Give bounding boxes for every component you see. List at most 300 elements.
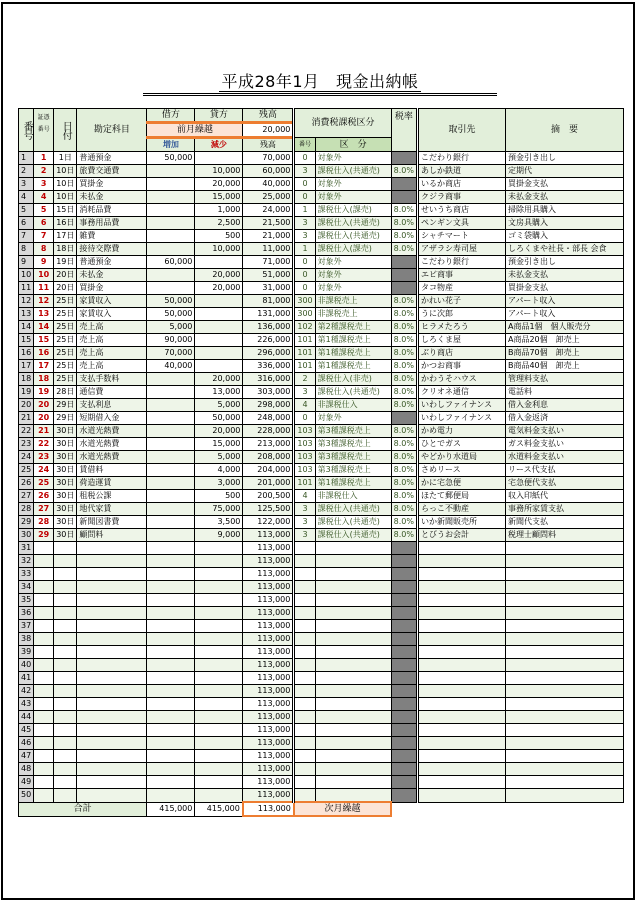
credit-cell[interactable] xyxy=(195,295,243,308)
slip-number[interactable]: 29 xyxy=(34,529,54,542)
account-cell[interactable]: 荷造運賃 xyxy=(77,477,147,490)
balance-cell[interactable]: 11,000 xyxy=(243,243,294,256)
tax-class-cell[interactable] xyxy=(315,659,391,672)
slip-number[interactable] xyxy=(34,568,54,581)
tax-class-cell[interactable] xyxy=(315,633,391,646)
memo-cell[interactable]: 新聞代支払 xyxy=(505,516,623,529)
slip-number[interactable] xyxy=(34,581,54,594)
debit-cell[interactable] xyxy=(147,230,195,243)
row-number[interactable]: 32 xyxy=(19,555,34,568)
tax-class-cell[interactable] xyxy=(315,737,391,750)
date-cell[interactable] xyxy=(54,659,77,672)
table-row[interactable] xyxy=(19,659,624,672)
table-row[interactable] xyxy=(19,217,624,230)
debit-cell[interactable] xyxy=(147,594,195,607)
account-cell[interactable] xyxy=(77,750,147,763)
partner-cell[interactable]: らっこ不動産 xyxy=(417,503,505,516)
slip-number[interactable] xyxy=(34,789,54,803)
rate-cell[interactable] xyxy=(391,178,417,191)
table-row[interactable] xyxy=(19,425,624,438)
table-row[interactable] xyxy=(19,620,624,633)
tax-class-cell[interactable]: 対象外 xyxy=(315,178,391,191)
rate-cell[interactable] xyxy=(391,542,417,555)
memo-cell[interactable]: 預金引き出し xyxy=(505,256,623,269)
tax-class-cell[interactable]: 課税仕入(共通売) xyxy=(315,165,391,178)
row-number[interactable]: 10 xyxy=(19,269,34,282)
date-cell[interactable] xyxy=(54,542,77,555)
credit-cell[interactable] xyxy=(195,360,243,373)
debit-cell[interactable]: 90,000 xyxy=(147,334,195,347)
rate-cell[interactable] xyxy=(391,633,417,646)
table-row[interactable] xyxy=(19,477,624,490)
tax-no-cell[interactable]: 0 xyxy=(294,282,315,295)
row-number[interactable]: 16 xyxy=(19,347,34,360)
partner-cell[interactable] xyxy=(417,724,505,737)
balance-cell[interactable]: 113,000 xyxy=(243,594,294,607)
debit-cell[interactable] xyxy=(147,724,195,737)
slip-number[interactable] xyxy=(34,737,54,750)
rate-cell[interactable] xyxy=(391,256,417,269)
memo-cell[interactable] xyxy=(505,737,623,750)
memo-cell[interactable]: 預金引き出し xyxy=(505,152,623,165)
debit-cell[interactable] xyxy=(147,165,195,178)
debit-cell[interactable] xyxy=(147,711,195,724)
balance-cell[interactable]: 298,000 xyxy=(243,399,294,412)
row-number[interactable]: 13 xyxy=(19,308,34,321)
tax-class-cell[interactable]: 課税仕入(共通売) xyxy=(315,529,391,542)
tax-no-cell[interactable]: 0 xyxy=(294,412,315,425)
slip-number[interactable]: 17 xyxy=(34,360,54,373)
rate-cell[interactable]: 8.0% xyxy=(391,347,417,360)
partner-cell[interactable]: いわしファイナンス xyxy=(417,412,505,425)
debit-cell[interactable] xyxy=(147,464,195,477)
table-row[interactable] xyxy=(19,568,624,581)
memo-cell[interactable] xyxy=(505,685,623,698)
account-cell[interactable]: 支払利息 xyxy=(77,399,147,412)
tax-no-cell[interactable] xyxy=(294,776,315,789)
memo-cell[interactable] xyxy=(505,698,623,711)
account-cell[interactable]: 買掛金 xyxy=(77,178,147,191)
date-cell[interactable]: 20日 xyxy=(54,269,77,282)
debit-cell[interactable] xyxy=(147,373,195,386)
balance-cell[interactable]: 113,000 xyxy=(243,646,294,659)
debit-cell[interactable] xyxy=(147,685,195,698)
tax-class-cell[interactable]: 非課税仕入 xyxy=(315,490,391,503)
account-cell[interactable]: 租税公課 xyxy=(77,490,147,503)
tax-class-cell[interactable]: 課税仕入(共通売) xyxy=(315,217,391,230)
tax-no-cell[interactable]: 3 xyxy=(294,165,315,178)
date-cell[interactable] xyxy=(54,724,77,737)
debit-cell[interactable]: 60,000 xyxy=(147,256,195,269)
account-cell[interactable]: 水道光熱費 xyxy=(77,451,147,464)
memo-cell[interactable]: 宅急便代支払 xyxy=(505,477,623,490)
tax-class-cell[interactable]: 非課税仕入 xyxy=(315,399,391,412)
balance-cell[interactable]: 113,000 xyxy=(243,750,294,763)
tax-class-cell[interactable]: 対象外 xyxy=(315,256,391,269)
row-number[interactable]: 12 xyxy=(19,295,34,308)
tax-no-cell[interactable]: 2 xyxy=(294,373,315,386)
balance-cell[interactable]: 21,000 xyxy=(243,230,294,243)
tax-class-cell[interactable]: 課税仕入(共通売) xyxy=(315,386,391,399)
debit-cell[interactable] xyxy=(147,620,195,633)
partner-cell[interactable]: かに宅急便 xyxy=(417,477,505,490)
slip-number[interactable] xyxy=(34,555,54,568)
debit-cell[interactable] xyxy=(147,633,195,646)
credit-cell[interactable] xyxy=(195,321,243,334)
debit-cell[interactable] xyxy=(147,763,195,776)
slip-number[interactable]: 7 xyxy=(34,230,54,243)
table-row[interactable] xyxy=(19,438,624,451)
balance-cell[interactable]: 136,000 xyxy=(243,321,294,334)
slip-number[interactable]: 20 xyxy=(34,412,54,425)
credit-cell[interactable] xyxy=(195,646,243,659)
slip-number[interactable] xyxy=(34,724,54,737)
tax-class-cell[interactable] xyxy=(315,620,391,633)
row-number[interactable]: 4 xyxy=(19,191,34,204)
row-number[interactable]: 45 xyxy=(19,724,34,737)
credit-cell[interactable] xyxy=(195,555,243,568)
tax-class-cell[interactable] xyxy=(315,763,391,776)
credit-cell[interactable] xyxy=(195,347,243,360)
table-row[interactable] xyxy=(19,542,624,555)
date-cell[interactable] xyxy=(54,776,77,789)
slip-number[interactable]: 25 xyxy=(34,477,54,490)
rate-cell[interactable]: 8.0% xyxy=(391,529,417,542)
table-row[interactable] xyxy=(19,360,624,373)
debit-cell[interactable] xyxy=(147,412,195,425)
account-cell[interactable]: 売上高 xyxy=(77,334,147,347)
slip-number[interactable]: 24 xyxy=(34,464,54,477)
tax-class-cell[interactable]: 課税仕入(共通売) xyxy=(315,503,391,516)
tax-no-cell[interactable] xyxy=(294,789,315,803)
memo-cell[interactable] xyxy=(505,581,623,594)
table-row[interactable] xyxy=(19,347,624,360)
memo-cell[interactable] xyxy=(505,568,623,581)
credit-cell[interactable]: 20,000 xyxy=(195,425,243,438)
date-cell[interactable] xyxy=(54,672,77,685)
slip-number[interactable]: 3 xyxy=(34,178,54,191)
memo-cell[interactable] xyxy=(505,620,623,633)
slip-number[interactable]: 23 xyxy=(34,451,54,464)
tax-no-cell[interactable] xyxy=(294,646,315,659)
date-cell[interactable]: 25日 xyxy=(54,360,77,373)
rate-cell[interactable] xyxy=(391,789,417,803)
partner-cell[interactable] xyxy=(417,672,505,685)
credit-cell[interactable] xyxy=(195,542,243,555)
partner-cell[interactable]: いか新聞販売所 xyxy=(417,516,505,529)
balance-cell[interactable]: 296,000 xyxy=(243,347,294,360)
table-row[interactable] xyxy=(19,165,624,178)
tax-no-cell[interactable] xyxy=(294,711,315,724)
partner-cell[interactable] xyxy=(417,750,505,763)
tax-no-cell[interactable] xyxy=(294,581,315,594)
partner-cell[interactable]: ぶり商店 xyxy=(417,347,505,360)
debit-cell[interactable] xyxy=(147,490,195,503)
rate-cell[interactable] xyxy=(391,568,417,581)
table-row[interactable] xyxy=(19,750,624,763)
rate-cell[interactable] xyxy=(391,191,417,204)
table-row[interactable] xyxy=(19,334,624,347)
tax-class-cell[interactable]: 非課税売上 xyxy=(315,295,391,308)
row-number[interactable]: 38 xyxy=(19,633,34,646)
tax-no-cell[interactable]: 0 xyxy=(294,152,315,165)
account-cell[interactable]: 売上高 xyxy=(77,347,147,360)
balance-cell[interactable]: 125,500 xyxy=(243,503,294,516)
partner-cell[interactable] xyxy=(417,568,505,581)
debit-cell[interactable] xyxy=(147,555,195,568)
memo-cell[interactable]: 税理士顧問料 xyxy=(505,529,623,542)
credit-cell[interactable] xyxy=(195,568,243,581)
balance-cell[interactable]: 113,000 xyxy=(243,607,294,620)
credit-cell[interactable]: 5,000 xyxy=(195,399,243,412)
credit-cell[interactable]: 5,000 xyxy=(195,451,243,464)
rate-cell[interactable] xyxy=(391,724,417,737)
row-number[interactable]: 34 xyxy=(19,581,34,594)
partner-cell[interactable] xyxy=(417,737,505,750)
date-cell[interactable]: 30日 xyxy=(54,529,77,542)
date-cell[interactable]: 18日 xyxy=(54,243,77,256)
partner-cell[interactable]: こだわり銀行 xyxy=(417,256,505,269)
memo-cell[interactable]: 未払金支払 xyxy=(505,269,623,282)
table-row[interactable] xyxy=(19,516,624,529)
table-row[interactable] xyxy=(19,178,624,191)
row-number[interactable]: 7 xyxy=(19,230,34,243)
partner-cell[interactable]: とびうお会計 xyxy=(417,529,505,542)
partner-cell[interactable]: せいうち商店 xyxy=(417,204,505,217)
slip-number[interactable]: 13 xyxy=(34,308,54,321)
tax-no-cell[interactable] xyxy=(294,763,315,776)
balance-cell[interactable]: 113,000 xyxy=(243,620,294,633)
rate-cell[interactable] xyxy=(391,672,417,685)
partner-cell[interactable]: エビ商事 xyxy=(417,269,505,282)
memo-cell[interactable]: 電話料 xyxy=(505,386,623,399)
balance-cell[interactable]: 213,000 xyxy=(243,438,294,451)
debit-cell[interactable] xyxy=(147,178,195,191)
slip-number[interactable]: 15 xyxy=(34,334,54,347)
balance-cell[interactable]: 113,000 xyxy=(243,659,294,672)
credit-cell[interactable]: 20,000 xyxy=(195,269,243,282)
credit-cell[interactable] xyxy=(195,776,243,789)
tax-class-cell[interactable]: 課税仕入(共通売) xyxy=(315,516,391,529)
memo-cell[interactable]: 事務所家賃支払 xyxy=(505,503,623,516)
balance-cell[interactable]: 303,000 xyxy=(243,386,294,399)
tax-class-cell[interactable]: 第3種課税売上 xyxy=(315,438,391,451)
row-number[interactable]: 24 xyxy=(19,451,34,464)
table-row[interactable] xyxy=(19,789,624,803)
debit-cell[interactable]: 5,000 xyxy=(147,321,195,334)
table-row[interactable] xyxy=(19,685,624,698)
table-row[interactable] xyxy=(19,633,624,646)
row-number[interactable]: 17 xyxy=(19,360,34,373)
tax-class-cell[interactable] xyxy=(315,750,391,763)
tax-class-cell[interactable] xyxy=(315,685,391,698)
credit-cell[interactable]: 20,000 xyxy=(195,373,243,386)
table-row[interactable] xyxy=(19,191,624,204)
tax-no-cell[interactable] xyxy=(294,737,315,750)
debit-cell[interactable] xyxy=(147,438,195,451)
memo-cell[interactable]: アパート収入 xyxy=(505,308,623,321)
row-number[interactable]: 30 xyxy=(19,529,34,542)
partner-cell[interactable]: こだわり銀行 xyxy=(417,152,505,165)
account-cell[interactable] xyxy=(77,633,147,646)
row-number[interactable]: 29 xyxy=(19,516,34,529)
account-cell[interactable]: 顧問料 xyxy=(77,529,147,542)
credit-cell[interactable]: 500 xyxy=(195,230,243,243)
credit-cell[interactable]: 20,000 xyxy=(195,282,243,295)
tax-no-cell[interactable]: 0 xyxy=(294,269,315,282)
account-cell[interactable] xyxy=(77,620,147,633)
balance-cell[interactable]: 81,000 xyxy=(243,295,294,308)
tax-class-cell[interactable]: 非課税売上 xyxy=(315,308,391,321)
credit-cell[interactable]: 2,500 xyxy=(195,217,243,230)
account-cell[interactable]: 新聞図書費 xyxy=(77,516,147,529)
table-row[interactable] xyxy=(19,399,624,412)
rate-cell[interactable] xyxy=(391,776,417,789)
rate-cell[interactable]: 8.0% xyxy=(391,503,417,516)
tax-no-cell[interactable] xyxy=(294,724,315,737)
tax-class-cell[interactable] xyxy=(315,568,391,581)
account-cell[interactable]: 支払手数料 xyxy=(77,373,147,386)
date-cell[interactable]: 25日 xyxy=(54,308,77,321)
partner-cell[interactable] xyxy=(417,555,505,568)
balance-cell[interactable]: 113,000 xyxy=(243,568,294,581)
row-number[interactable]: 5 xyxy=(19,204,34,217)
row-number[interactable]: 27 xyxy=(19,490,34,503)
tax-class-cell[interactable]: 課税仕入(非売) xyxy=(315,373,391,386)
tax-class-cell[interactable]: 対象外 xyxy=(315,269,391,282)
tax-class-cell[interactable]: 対象外 xyxy=(315,191,391,204)
tax-no-cell[interactable]: 3 xyxy=(294,503,315,516)
memo-cell[interactable] xyxy=(505,724,623,737)
slip-number[interactable]: 27 xyxy=(34,503,54,516)
rate-cell[interactable]: 8.0% xyxy=(391,399,417,412)
date-cell[interactable] xyxy=(54,685,77,698)
tax-class-cell[interactable]: 対象外 xyxy=(315,282,391,295)
date-cell[interactable]: 19日 xyxy=(54,256,77,269)
debit-cell[interactable] xyxy=(147,672,195,685)
slip-number[interactable]: 18 xyxy=(34,373,54,386)
rate-cell[interactable]: 8.0% xyxy=(391,386,417,399)
rate-cell[interactable]: 8.0% xyxy=(391,373,417,386)
row-number[interactable]: 28 xyxy=(19,503,34,516)
partner-cell[interactable]: しろくま屋 xyxy=(417,334,505,347)
table-row[interactable] xyxy=(19,581,624,594)
partner-cell[interactable] xyxy=(417,594,505,607)
memo-cell[interactable]: アパート収入 xyxy=(505,295,623,308)
balance-cell[interactable]: 200,500 xyxy=(243,490,294,503)
tax-no-cell[interactable] xyxy=(294,607,315,620)
memo-cell[interactable]: B商品40個 卸売上 xyxy=(505,360,623,373)
date-cell[interactable]: 1日 xyxy=(54,152,77,165)
tax-class-cell[interactable] xyxy=(315,555,391,568)
rate-cell[interactable] xyxy=(391,685,417,698)
memo-cell[interactable]: 買掛金支払 xyxy=(505,178,623,191)
partner-cell[interactable]: シャチマート xyxy=(417,230,505,243)
tax-no-cell[interactable] xyxy=(294,659,315,672)
table-row[interactable] xyxy=(19,529,624,542)
slip-number[interactable]: 14 xyxy=(34,321,54,334)
account-cell[interactable] xyxy=(77,672,147,685)
rate-cell[interactable] xyxy=(391,620,417,633)
credit-cell[interactable] xyxy=(195,711,243,724)
credit-cell[interactable]: 13,000 xyxy=(195,386,243,399)
partner-cell[interactable] xyxy=(417,620,505,633)
row-number[interactable]: 14 xyxy=(19,321,34,334)
rate-cell[interactable] xyxy=(391,763,417,776)
debit-cell[interactable]: 50,000 xyxy=(147,152,195,165)
debit-cell[interactable] xyxy=(147,750,195,763)
account-cell[interactable] xyxy=(77,581,147,594)
rate-cell[interactable]: 8.0% xyxy=(391,230,417,243)
account-cell[interactable] xyxy=(77,724,147,737)
date-cell[interactable] xyxy=(54,763,77,776)
date-cell[interactable]: 15日 xyxy=(54,204,77,217)
slip-number[interactable]: 12 xyxy=(34,295,54,308)
partner-cell[interactable]: かわうそハウス xyxy=(417,373,505,386)
slip-number[interactable] xyxy=(34,594,54,607)
slip-number[interactable] xyxy=(34,776,54,789)
rate-cell[interactable] xyxy=(391,282,417,295)
date-cell[interactable] xyxy=(54,568,77,581)
slip-number[interactable] xyxy=(34,646,54,659)
tax-no-cell[interactable]: 4 xyxy=(294,399,315,412)
table-row[interactable] xyxy=(19,152,624,165)
balance-cell[interactable]: 24,000 xyxy=(243,204,294,217)
date-cell[interactable]: 30日 xyxy=(54,464,77,477)
tax-no-cell[interactable] xyxy=(294,633,315,646)
tax-no-cell[interactable]: 0 xyxy=(294,256,315,269)
tax-class-cell[interactable] xyxy=(315,789,391,803)
partner-cell[interactable] xyxy=(417,659,505,672)
partner-cell[interactable]: クジラ商事 xyxy=(417,191,505,204)
account-cell[interactable]: 家賃収入 xyxy=(77,295,147,308)
rate-cell[interactable] xyxy=(391,607,417,620)
rate-cell[interactable] xyxy=(391,269,417,282)
tax-no-cell[interactable]: 4 xyxy=(294,490,315,503)
partner-cell[interactable] xyxy=(417,789,505,803)
debit-cell[interactable] xyxy=(147,698,195,711)
tax-class-cell[interactable]: 第3種課税売上 xyxy=(315,464,391,477)
account-cell[interactable] xyxy=(77,737,147,750)
balance-cell[interactable]: 113,000 xyxy=(243,529,294,542)
account-cell[interactable]: 事務用品費 xyxy=(77,217,147,230)
tax-class-cell[interactable]: 対象外 xyxy=(315,152,391,165)
debit-cell[interactable] xyxy=(147,607,195,620)
rate-cell[interactable]: 8.0% xyxy=(391,464,417,477)
memo-cell[interactable]: 借入金返済 xyxy=(505,412,623,425)
account-cell[interactable] xyxy=(77,555,147,568)
row-number[interactable]: 26 xyxy=(19,477,34,490)
row-number[interactable]: 23 xyxy=(19,438,34,451)
rate-cell[interactable] xyxy=(391,412,417,425)
date-cell[interactable]: 30日 xyxy=(54,516,77,529)
account-cell[interactable] xyxy=(77,594,147,607)
memo-cell[interactable] xyxy=(505,763,623,776)
slip-number[interactable]: 22 xyxy=(34,438,54,451)
date-cell[interactable]: 25日 xyxy=(54,334,77,347)
tax-class-cell[interactable]: 対象外 xyxy=(315,412,391,425)
account-cell[interactable]: 雑費 xyxy=(77,230,147,243)
memo-cell[interactable] xyxy=(505,750,623,763)
memo-cell[interactable] xyxy=(505,711,623,724)
rate-cell[interactable] xyxy=(391,698,417,711)
tax-no-cell[interactable]: 101 xyxy=(294,477,315,490)
tax-class-cell[interactable]: 第1種課税売上 xyxy=(315,334,391,347)
row-number[interactable]: 21 xyxy=(19,412,34,425)
date-cell[interactable]: 25日 xyxy=(54,373,77,386)
account-cell[interactable]: 旅費交通費 xyxy=(77,165,147,178)
partner-cell[interactable] xyxy=(417,685,505,698)
